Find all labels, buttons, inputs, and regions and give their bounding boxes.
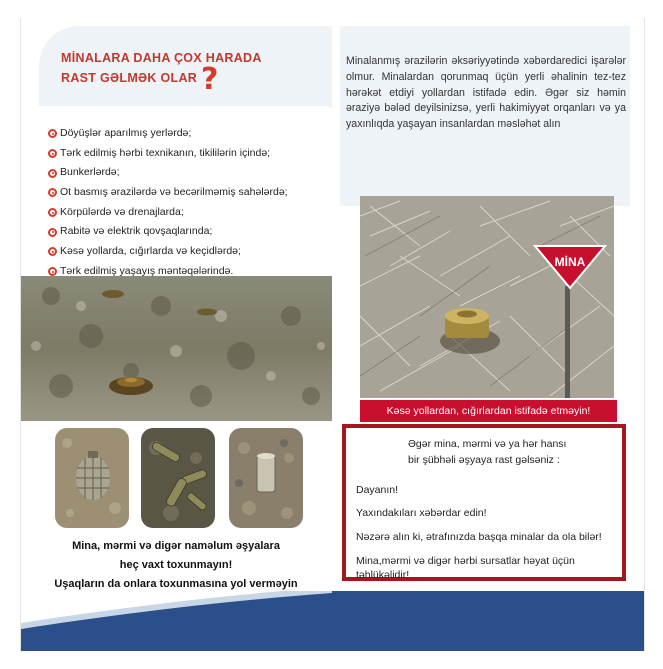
mine-sign-photo <box>360 196 614 398</box>
warning-line-1: Mina, mərmi və digər naməlum əşyalara <box>72 540 280 552</box>
page-title <box>61 48 262 88</box>
bullet-icon <box>48 149 57 158</box>
bullet-icon <box>48 228 57 237</box>
advice-heading: Əgər mina, mərmi və ya hər hansı bir şübhəli əşyaya rast gəlsəniz : <box>408 438 567 466</box>
footer-wave <box>332 591 644 651</box>
bullet-icon <box>48 247 57 256</box>
advice-item: Nəzərə alın ki, ətrafınızda başqa minalar da ola bilər! <box>356 531 602 543</box>
warning-line-2: heç vaxt toxunmayın! <box>119 559 233 571</box>
bullet-icon <box>48 267 57 276</box>
list-item: Körpülərdə və drenajlarda; <box>48 203 288 223</box>
sign-label: MİNA <box>554 255 586 269</box>
bullet-icon <box>48 208 57 217</box>
left-panel <box>20 18 332 651</box>
list-item: Kəsə yollarda, cığırlarda və keçidlərdə; <box>48 242 288 262</box>
caption-bar: Kəsə yollardan, cığırlardan istifadə etməyin! <box>360 400 617 422</box>
list-item: Tərk edilmiş hərbi texnikanın, tikililərin içində; <box>48 144 288 164</box>
title-line-1: MİNALARA DAHA ÇOX HARADA <box>61 51 262 65</box>
grenade-photo <box>55 428 129 528</box>
list-item: Rabitə və elektrik qovşaqlarında; <box>48 222 288 242</box>
list-item: Bunkerlərdə; <box>48 163 288 183</box>
advice-item: təhlükəlidir! <box>356 569 410 581</box>
bullet-icon <box>48 169 57 178</box>
list-item: Döyüşlər aparılmış yerlərdə; <box>48 124 288 144</box>
advice-box <box>342 424 626 581</box>
minefield-photo <box>21 276 332 421</box>
bullet-icon <box>48 188 57 197</box>
bullet-icon <box>48 129 57 138</box>
list-item: Ot basmış ərazilərdə və becərilməmiş sahələrdə; <box>48 183 288 203</box>
info-text: Minalanmış ərazilərin əksəriyyətində xəbərdaredici işarələr olmur. Minalardan qorunmaq üçün yerli əhalinin tez-tez hərəkət etdiyi yollardan istifadə edin. Əgər siz həmin əraziyə bələd deyilsinizsə, yerli hakimiyyət orqanları və ya yaxınlıqda yaşayan insanlardan məsləhət alın <box>346 55 626 131</box>
footer-wave <box>21 591 332 651</box>
advice-item: Dayanın! <box>356 484 399 496</box>
advice-item: Yaxındakıları xəbərdar edin! <box>356 507 487 519</box>
right-panel <box>332 18 645 651</box>
title-line-2: RAST GƏLMƏK OLAR <box>61 71 198 85</box>
list-item: Tərk edilmiş yaşayış məntəqələrində. <box>48 262 288 282</box>
shells-photo <box>141 428 215 528</box>
advice-item: Mina,mərmi və digər hərbi sursatlar həyat üçün <box>356 555 575 567</box>
shell-photo <box>229 428 303 528</box>
places-list <box>48 124 288 282</box>
question-mark-icon: ? <box>201 62 219 97</box>
warning-line-3: Uşaqların da onlara toxunmasına yol verməyin <box>54 578 298 590</box>
